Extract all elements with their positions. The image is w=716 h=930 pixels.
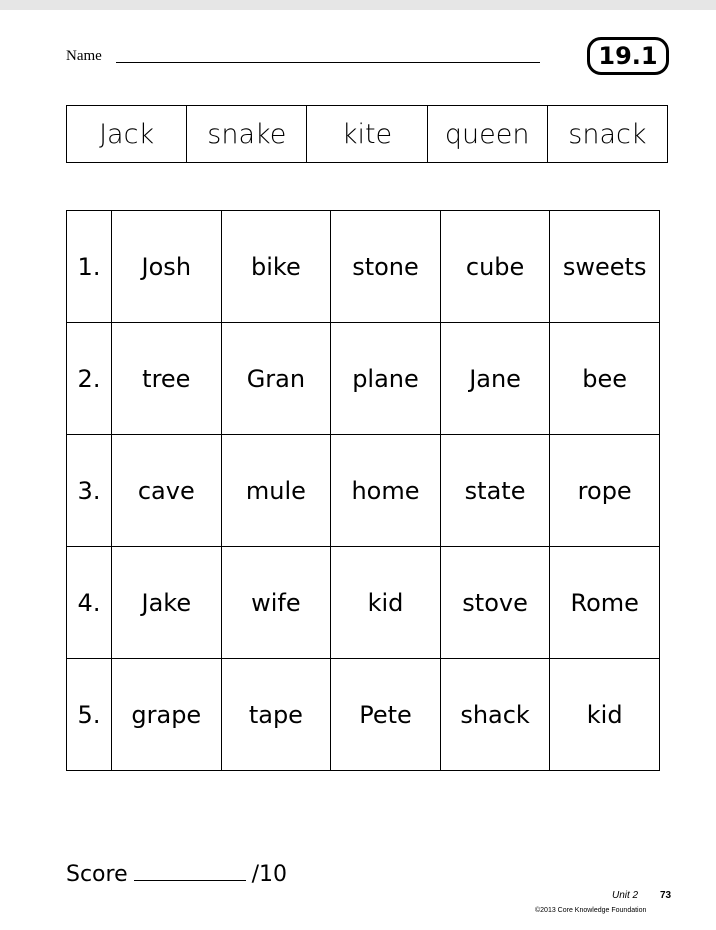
- word-bank-item: kite: [307, 106, 427, 162]
- word-cell[interactable]: stove: [440, 547, 550, 659]
- score-total: /10: [251, 862, 288, 887]
- word-cell[interactable]: Pete: [331, 659, 441, 771]
- unit-label: Unit 2: [612, 890, 639, 901]
- word-bank-item: queen: [428, 106, 548, 162]
- table-row: [67, 547, 660, 659]
- word-cell[interactable]: home: [331, 435, 441, 547]
- table-row: [67, 211, 660, 323]
- word-cell[interactable]: cave: [112, 435, 222, 547]
- word-cell[interactable]: Gran: [221, 323, 331, 435]
- row-number: 5.: [67, 659, 112, 771]
- word-cell[interactable]: Jake: [112, 547, 222, 659]
- row-number: 2.: [67, 323, 112, 435]
- word-cell[interactable]: Josh: [112, 211, 222, 323]
- row-number: 1.: [67, 211, 112, 323]
- score-area: [66, 862, 287, 887]
- table-row: [67, 659, 660, 771]
- word-cell[interactable]: plane: [331, 323, 441, 435]
- word-cell[interactable]: wife: [221, 547, 331, 659]
- word-cell[interactable]: mule: [221, 435, 331, 547]
- word-cell[interactable]: state: [440, 435, 550, 547]
- word-cell[interactable]: shack: [440, 659, 550, 771]
- name-label: Name: [66, 48, 102, 64]
- word-bank: [66, 105, 668, 163]
- word-grid: [66, 210, 660, 771]
- word-cell[interactable]: grape: [112, 659, 222, 771]
- name-field-line[interactable]: [116, 62, 540, 63]
- score-label: Score: [66, 862, 128, 887]
- table-row: [67, 323, 660, 435]
- copyright-notice: ©2013 Core Knowledge Foundation: [535, 907, 647, 914]
- word-cell[interactable]: kid: [550, 659, 660, 771]
- page-badge: 19.1: [587, 37, 669, 75]
- score-field-line[interactable]: [134, 862, 246, 881]
- word-cell[interactable]: sweets: [550, 211, 660, 323]
- word-cell[interactable]: tape: [221, 659, 331, 771]
- top-strip: [0, 0, 716, 10]
- word-bank-item: snack: [568, 118, 647, 150]
- word-cell[interactable]: cube: [440, 211, 550, 323]
- word-cell[interactable]: tree: [112, 323, 222, 435]
- word-cell[interactable]: stone: [331, 211, 441, 323]
- row-number: 4.: [67, 547, 112, 659]
- word-cell[interactable]: kid: [331, 547, 441, 659]
- word-bank-item: Jack: [67, 106, 187, 162]
- word-cell[interactable]: bike: [221, 211, 331, 323]
- row-number: 3.: [67, 435, 112, 547]
- word-cell[interactable]: rope: [550, 435, 660, 547]
- word-cell[interactable]: Rome: [550, 547, 660, 659]
- word-cell[interactable]: bee: [550, 323, 660, 435]
- word-bank-item: snake: [187, 106, 307, 162]
- page-number: 73: [660, 890, 672, 901]
- table-row: [67, 435, 660, 547]
- word-cell[interactable]: Jane: [440, 323, 550, 435]
